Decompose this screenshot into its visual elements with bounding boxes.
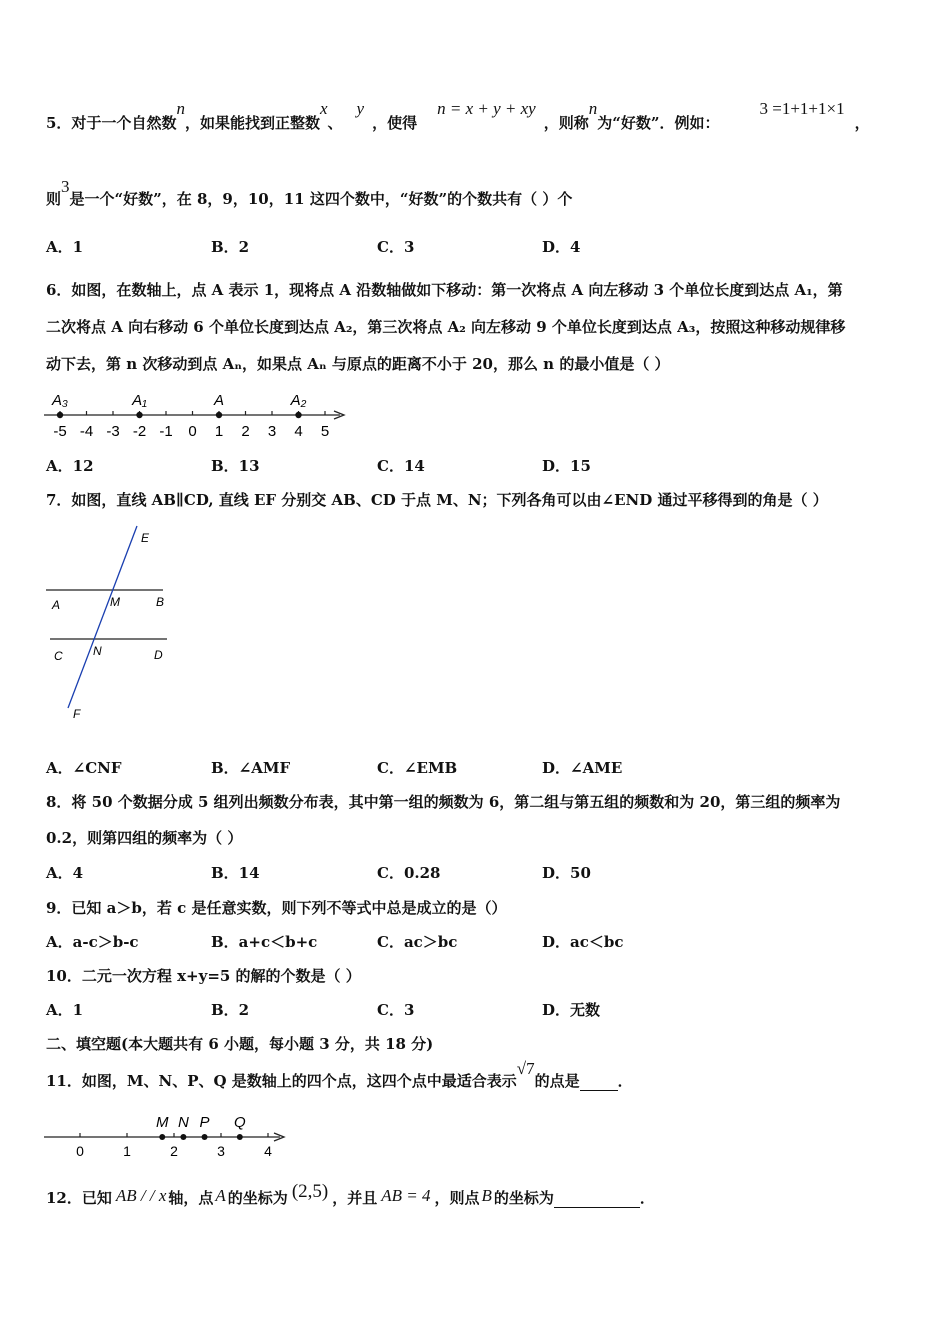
q5-line1 bbox=[46, 99, 870, 133]
q5-text: 是一个“好数”，在 8，9，10，11 这四个数中，“好数”的个数共有（ ）个 bbox=[69, 190, 573, 208]
q5-number: 3 bbox=[61, 177, 70, 196]
q5-text: ，使得 bbox=[372, 114, 418, 132]
label-d: D bbox=[154, 648, 163, 662]
q9-option-a[interactable]: A．a-c＞b-c bbox=[46, 933, 139, 951]
q5-equation: n = x + y + xy bbox=[437, 99, 536, 118]
label-n: N bbox=[93, 644, 102, 658]
q12-text: ． bbox=[639, 1189, 655, 1207]
axis-tick-label: -4 bbox=[79, 423, 94, 440]
axis-point bbox=[57, 412, 63, 418]
q8-line1: 8．将 50 个数据分成 5 组列出频数分布表，其中第一组的频数为 6，第二组与第五组的频数和为 20，第三组的频率为 bbox=[46, 793, 841, 811]
q6-line3: 动下去，第 n 次移动到点 Aₙ，如果点 Aₙ 与原点的距离不小于 20，那么 n 的最小值是（ ） bbox=[46, 355, 670, 373]
q5-option-d[interactable]: D．4 bbox=[542, 238, 581, 256]
q12-text: 轴，点 bbox=[168, 1189, 214, 1207]
axis-point bbox=[295, 412, 301, 418]
q11-text: ． bbox=[617, 1072, 633, 1090]
axis-tick-label: 2 bbox=[170, 1143, 178, 1159]
axis-points bbox=[51, 392, 307, 418]
label-a: A bbox=[52, 598, 61, 612]
q8-option-d[interactable]: D．50 bbox=[542, 864, 591, 882]
q8-option-c[interactable]: C．0.28 bbox=[377, 864, 441, 882]
axis-tick-label: -3 bbox=[106, 423, 120, 440]
q5-example: 3 =1+1+1×1 bbox=[759, 99, 845, 118]
q5-option-b[interactable]: B．2 bbox=[211, 238, 250, 256]
axis-point-label: M bbox=[156, 1114, 169, 1131]
q10-line: 10．二元一次方程 x+y=5 的解的个数是（ ） bbox=[46, 967, 361, 985]
label-f: F bbox=[73, 707, 81, 721]
q9-line: 9．已知 a＞b，若 c 是任意实数，则下列不等式中总是成立的是（） bbox=[46, 899, 507, 917]
q5-option-c[interactable]: C．3 bbox=[377, 238, 415, 256]
q6-option-b[interactable]: B．13 bbox=[211, 457, 260, 475]
axis-tick-label: -5 bbox=[53, 423, 67, 440]
axis-tick-label: 2 bbox=[241, 423, 250, 440]
axis-point bbox=[180, 1134, 186, 1140]
axis-point-label: A bbox=[213, 392, 225, 409]
axis-point-label: A₁ bbox=[132, 392, 147, 409]
axis-tick-label: -2 bbox=[132, 423, 147, 440]
q12-point-a: A bbox=[215, 1186, 226, 1205]
q12-ab-parallel-x: AB / / x bbox=[115, 1186, 167, 1205]
q6-option-c[interactable]: C．14 bbox=[377, 457, 425, 475]
q7-line: 7．如图，直线 AB∥CD, 直线 EF 分别交 AB、CD 于点 M、N；下列各角可以由∠END 通过平移得到的角是（ ） bbox=[46, 491, 828, 509]
q12-point-b: B bbox=[481, 1186, 492, 1205]
q5-text: ，则称 bbox=[543, 114, 589, 132]
q6-number-line bbox=[40, 385, 360, 443]
q8-line2: 0.2，则第四组的频率为（ ） bbox=[46, 829, 243, 847]
axis-point bbox=[159, 1134, 165, 1140]
q12-line bbox=[46, 1181, 655, 1209]
axis-point-label: A₃ bbox=[52, 392, 68, 409]
q12-text: 的坐标为 bbox=[493, 1189, 554, 1207]
q7-option-c[interactable]: C．∠EMB bbox=[377, 759, 458, 777]
axis-tick-label: 1 bbox=[214, 423, 224, 440]
q5-line2 bbox=[46, 177, 573, 209]
axis-tick-label: 0 bbox=[76, 1143, 84, 1159]
axis-point bbox=[237, 1134, 243, 1140]
q11-text: 11．如图，M、N、P、Q 是数轴上的四个点，这四个点中最适合表示 bbox=[46, 1072, 517, 1090]
q9-option-b[interactable]: B．a+c＜b+c bbox=[211, 933, 318, 951]
q7-option-a[interactable]: A．∠CNF bbox=[46, 759, 122, 777]
axis-tick-label: 1 bbox=[123, 1143, 131, 1159]
q11-text: 的点是 bbox=[534, 1072, 580, 1090]
q5-text: 5．对于一个自然数 bbox=[46, 114, 177, 132]
axis-point bbox=[202, 1134, 208, 1140]
q5-var-n: n bbox=[588, 99, 598, 118]
q12-text: 的坐标为 bbox=[227, 1189, 288, 1207]
q5-var-x: x bbox=[319, 99, 328, 118]
q12-text: 12．已知 bbox=[46, 1189, 112, 1207]
q6-line1: 6．如图，在数轴上，点 A 表示 1，现将点 A 沿数轴做如下移动：第一次将点 A 向左移动 3 个单位长度到达点 A₁，第 bbox=[46, 281, 843, 299]
q7-option-d[interactable]: D．∠AME bbox=[542, 759, 623, 777]
q5-option-a[interactable]: A．1 bbox=[46, 238, 84, 256]
q12-text: ，则点 bbox=[434, 1189, 480, 1207]
label-b: B bbox=[156, 595, 165, 609]
axis-point bbox=[136, 412, 142, 418]
q9-option-c[interactable]: C．ac＞bc bbox=[377, 933, 458, 951]
q11-number-line bbox=[40, 1106, 300, 1164]
axis-point-label: P bbox=[199, 1114, 210, 1131]
line-ef bbox=[68, 526, 137, 708]
q6-option-a[interactable]: A．12 bbox=[46, 457, 94, 475]
q11-answer-blank[interactable] bbox=[580, 1072, 618, 1091]
q12-ab-length: AB = 4 bbox=[381, 1186, 431, 1205]
q10-option-c[interactable]: C．3 bbox=[377, 1001, 415, 1019]
q5-text: ，如果能找到正整数 bbox=[184, 114, 320, 132]
label-c: C bbox=[54, 649, 63, 663]
q5-var-y: y bbox=[356, 99, 365, 118]
axis-tick-label: 3 bbox=[267, 423, 277, 440]
axis-point bbox=[216, 412, 222, 418]
q8-option-b[interactable]: B．14 bbox=[211, 864, 260, 882]
q10-option-d[interactable]: D．无数 bbox=[542, 1001, 601, 1019]
q10-option-a[interactable]: A．1 bbox=[46, 1001, 84, 1019]
q7-option-b[interactable]: B．∠AMF bbox=[211, 759, 291, 777]
axis-points bbox=[156, 1114, 246, 1140]
q8-option-a[interactable]: A．4 bbox=[46, 864, 84, 882]
axis-tick-label: 4 bbox=[294, 423, 303, 440]
axis-tick-label: -1 bbox=[159, 423, 173, 440]
section-2-title: 二、填空题(本大题共有 6 小题，每小题 3 分，共 18 分) bbox=[46, 1035, 434, 1053]
q5-text: 、 bbox=[327, 114, 343, 132]
axis-tick-label: 4 bbox=[264, 1143, 272, 1159]
axis-point-label: Q bbox=[233, 1114, 246, 1131]
q6-line2: 二次将点 A 向右移动 6 个单位长度到达点 A₂，第三次将点 A₂ 向左移动 9 个单位长度到达点 A₃，按照这种移动规律移 bbox=[46, 318, 846, 336]
q12-answer-blank[interactable] bbox=[554, 1189, 640, 1208]
q6-option-d[interactable]: D．15 bbox=[542, 457, 591, 475]
axis-point-label: N bbox=[177, 1114, 189, 1131]
q5-var-n: n bbox=[176, 99, 185, 118]
q11-line bbox=[46, 1059, 633, 1091]
q12-coordinate: (2,5) bbox=[291, 1181, 329, 1202]
q11-sqrt7: √7 bbox=[516, 1059, 535, 1078]
axis-point-label: A₂ bbox=[290, 392, 307, 409]
q9-option-d[interactable]: D．ac＜bc bbox=[542, 933, 624, 951]
label-e: E bbox=[141, 531, 150, 545]
q12-text: ，并且 bbox=[332, 1189, 378, 1207]
q5-text: 则 bbox=[46, 190, 62, 208]
label-m: M bbox=[110, 595, 120, 609]
q5-text: ， bbox=[854, 114, 870, 132]
axis-tick-label: 3 bbox=[217, 1143, 225, 1159]
axis-tick-label: 0 bbox=[188, 423, 197, 440]
q7-parallel-lines-figure bbox=[40, 522, 180, 722]
q10-option-b[interactable]: B．2 bbox=[211, 1001, 250, 1019]
q5-text: 为“好数”．例如： bbox=[597, 114, 720, 132]
axis-tick-label: 5 bbox=[320, 423, 330, 440]
